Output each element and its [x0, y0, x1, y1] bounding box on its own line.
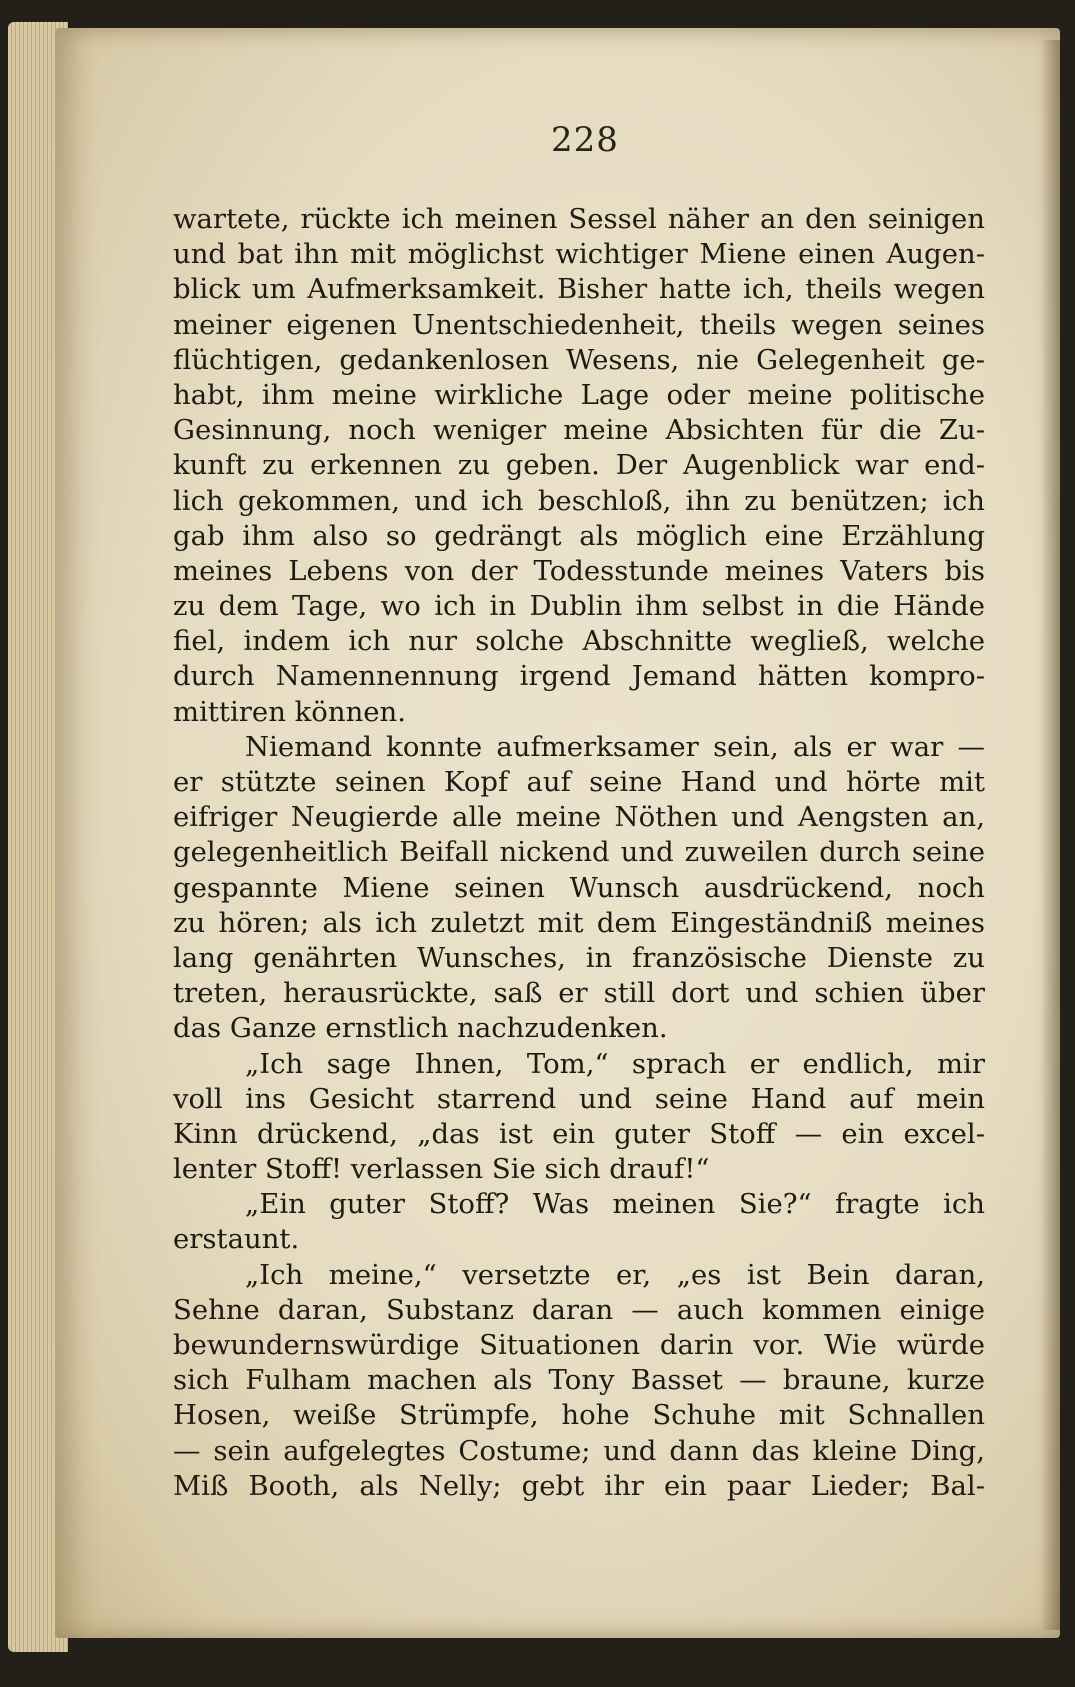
text-line: durch Namennennung irgend Jemand hätten kompro- [173, 660, 985, 693]
text-line: lenter Stoff! verlassen Sie sich drauf!“ [173, 1153, 710, 1186]
text-line: blick um Aufmerksamkeit. Bisher hatte ich, theils wegen [173, 273, 985, 306]
text-line: Niemand konnte aufmerksamer sein, als er war — [245, 730, 985, 763]
text-line: Miß Booth, als Nelly; gebt ihr ein paar Lieder; Bal- [173, 1469, 985, 1502]
text-line: gab ihm also so gedrängt als möglich eine Erzählung [173, 519, 985, 552]
text-line: fiel, indem ich nur solche Abschnitte wegließ, welche [173, 625, 985, 658]
text-line: erstaunt. [173, 1223, 300, 1256]
page-number: 228 [551, 120, 619, 160]
text-line: wartete, rückte ich meinen Sessel näher an den seinigen [173, 203, 985, 235]
text-line: „Ich meine,“ versetzte er, „es ist Bein daran, [245, 1258, 985, 1291]
text-line: kunft zu erkennen zu geben. Der Augenblick war end- [173, 449, 985, 482]
text-line: gespannte Miene seinen Wunsch ausdrückend, noch [173, 871, 985, 904]
text-line: Hosen, weiße Strümpfe, hohe Schuhe mit Schnallen [173, 1399, 985, 1432]
text-line: — sein aufgelegtes Costume; und dann das kleine Ding, [173, 1434, 985, 1467]
text-line: das Ganze ernstlich nachzudenken. [173, 1012, 668, 1045]
text-line: „Ein guter Stoff? Was meinen Sie?“ fragte ich [245, 1188, 985, 1221]
text-line: flüchtigen, gedankenlosen Wesens, nie Gelegenheit ge- [173, 343, 985, 376]
text-line: Sehne daran, Substanz daran — auch kommen einige [173, 1293, 985, 1326]
text-line: und bat ihn mit möglichst wichtiger Miene einen Augen- [173, 238, 985, 271]
text-line: treten, herausrückte, saß er still dort und schien über [173, 977, 985, 1010]
body-text [173, 202, 985, 1504]
text-line: Gesinnung, noch weniger meine Absichten für die Zu- [173, 414, 985, 447]
text-line: eifriger Neugierde alle meine Nöthen und Aengsten an, [173, 801, 985, 834]
text-line: gelegenheitlich Beifall nickend und zuweilen durch seine [173, 836, 985, 869]
text-line: habt, ihm meine wirkliche Lage oder meine politische [173, 378, 985, 411]
text-line: lang genährten Wunsches, in französische Dienste zu [173, 941, 985, 974]
text-line: zu dem Tage, wo ich in Dublin ihm selbst in die Hände [173, 590, 985, 623]
text-line: mittiren können. [173, 695, 407, 728]
text-line: Kinn drückend, „das ist ein guter Stoff — ein excel- [173, 1117, 985, 1150]
text-line: meines Lebens von der Todesstunde meines Vaters bis [173, 554, 985, 587]
text-line: „Ich sage Ihnen, Tom,“ sprach er endlich, mir [245, 1047, 985, 1080]
text-line: lich gekommen, und ich beschloß, ihn zu benützen; ich [173, 484, 985, 517]
text-line: voll ins Gesicht starrend und seine Hand auf mein [173, 1082, 985, 1115]
text-line: sich Fulham machen als Tony Basset — braune, kurze [173, 1364, 985, 1397]
text-line: bewundernswürdige Situationen darin vor. Wie würde [173, 1329, 985, 1361]
text-line: er stützte seinen Kopf auf seine Hand und hörte mit [173, 766, 985, 798]
text-line: meiner eigenen Unentschiedenheit, theils wegen seines [173, 308, 985, 341]
page-edge-shadow [1040, 40, 1060, 1630]
text-line: zu hören; als ich zuletzt mit dem Eingeständniß meines [173, 906, 985, 939]
